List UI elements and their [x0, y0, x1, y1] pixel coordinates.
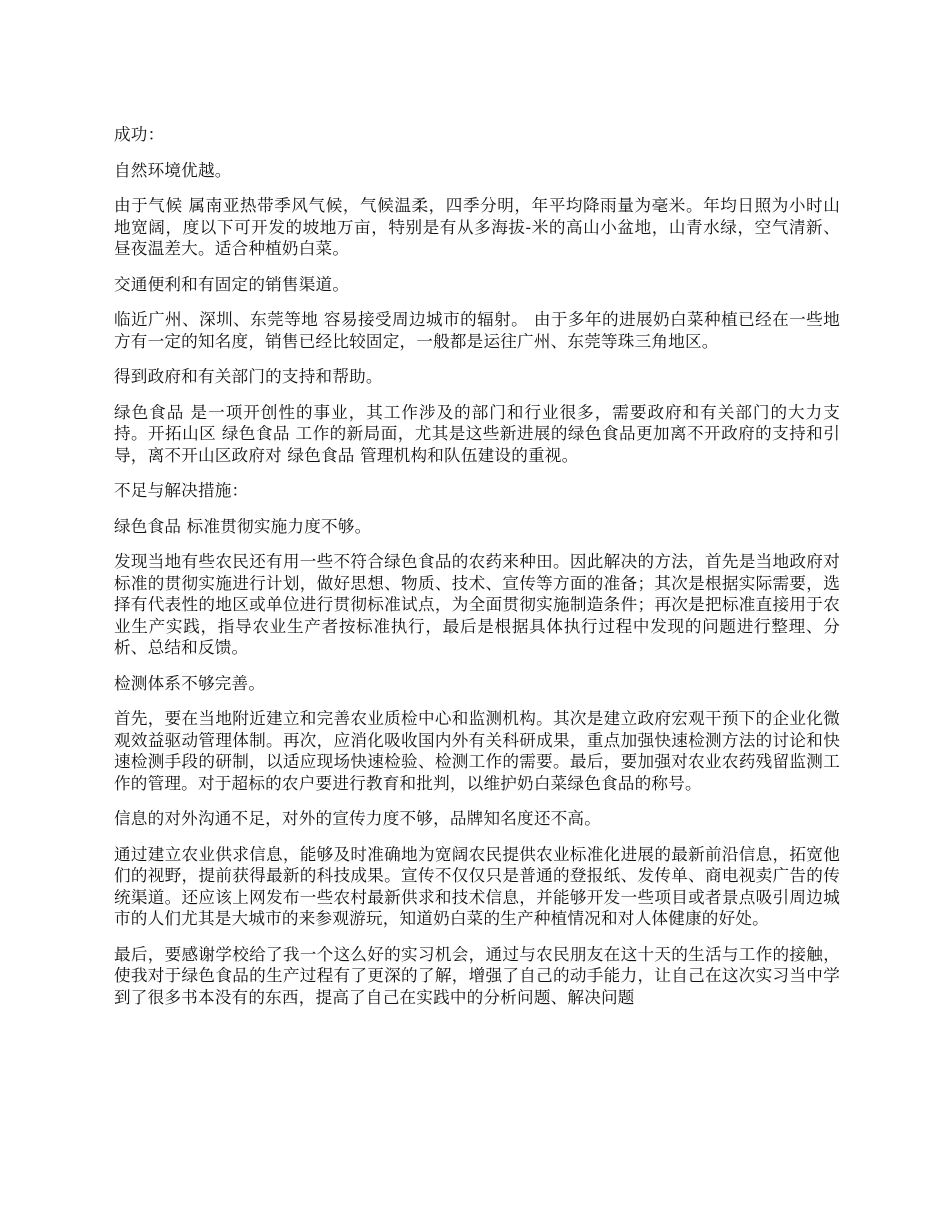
subheading-government-support: 得到政府和有关部门的支持和帮助。: [114, 367, 383, 386]
document-body: [114, 124, 840, 1022]
subheading-standards: 绿色食品 标准贯彻实施力度不够。: [114, 516, 372, 536]
subheading-transport: 交通便利和有固定的销售渠道。: [114, 274, 350, 294]
paragraph-location: 临近广州、深圳、东莞等地 容易接受周边城市的辐射。 由于多年的进展奶白菜种植已经在一些地方有一定的知名度，销售已经比较固定，一般都是运往广州、东莞等珠三角地区。: [114, 310, 840, 351]
paragraph-green-food: 绿色食品 是一项开创性的事业，其工作涉及的部门和行业很多，需要政府和有关部门的大力支持。开拓山区 绿色食品 工作的新局面，尤其是这些新进展的绿色食品更加离不开政府的支持和引导，离不开山区政府对 绿色食品 管理机构和队伍建设的重视。: [114, 402, 840, 465]
paragraph-publicity-solution: 通过建立农业供求信息，能够及时准确地为宽阔农民提供农业标准化进展的最新前沿信息，拓宽他们的视野，提前获得最新的科技成果。宣传不仅仅只是普通的登报纸、发传单、商电视卖广告的传统渠道。还应该上网发布一些农村最新供求和技术信息，并能够开发一些项目或者景点吸引周边城市的人们尤其是大城市的来参观游玩，知道奶白菜的生产种植情况和对人体健康的好处。: [114, 844, 840, 928]
heading-success: 成功：: [114, 125, 165, 144]
paragraph-testing-solution: 首先，要在当地附近建立和完善农业质检中心和监测机构。其次是建立政府宏观干预下的企业化微观效益驱动管理体制。再次，应消化吸收国内外有关科研成果，重点加强快速检测方法的讨论和快速检测手段的研制，以适应现场快速检验、检测工作的需要。最后，要加强对农业农药残留监测工作的管理。对于超标的农户要进行教育和批判，以维护奶白菜绿色食品的称号。: [114, 709, 840, 793]
subheading-publicity: 信息的对外沟通不足，对外的宣传力度不够，品牌知名度还不高。: [114, 809, 602, 828]
paragraph-standards-solution: 发现当地有些农民还有用一些不符合绿色食品的农药来种田。因此解决的方法，首先是当地政府对标准的贯彻实施进行计划，做好思想、物质、技术、宣传等方面的准备；其次是根据实际需要，选择有代表性的地区或单位进行贯彻标准试点，为全面贯彻实施制造条件；再次是把标准直接用于农业生产实践，指导农业生产者按标准执行，最后是根据具体执行过程中发现的问题进行整理、分析、总结和反馈。: [114, 552, 840, 657]
subheading-environment: 自然环境优越。: [114, 160, 232, 180]
paragraph-acknowledgement: 最后，要感谢学校给了我一个这么好的实习机会，通过与农民朋友在这十天的生活与工作的接触，使我对于绿色食品的生产过程有了更深的了解，增强了自己的动手能力，让自己在这次实习当中学到了很多书本没有的东西，提高了自己在实践中的分析问题、解决问题: [114, 944, 840, 1007]
heading-shortcomings: 不足与解决措施：: [114, 481, 249, 500]
subheading-testing-system: 检测体系不够完善。: [114, 673, 266, 693]
paragraph-climate: 由于气候 属南亚热带季风气候，气候温柔，四季分明，年平均降雨量为毫米。年均日照为小时山地宽阔，度以下可开发的坡地万亩，特别是有从多海拔-米的高山小盆地，山青水绿，空气清新、昼夜温差大。适合种植奶白菜。: [114, 196, 840, 258]
